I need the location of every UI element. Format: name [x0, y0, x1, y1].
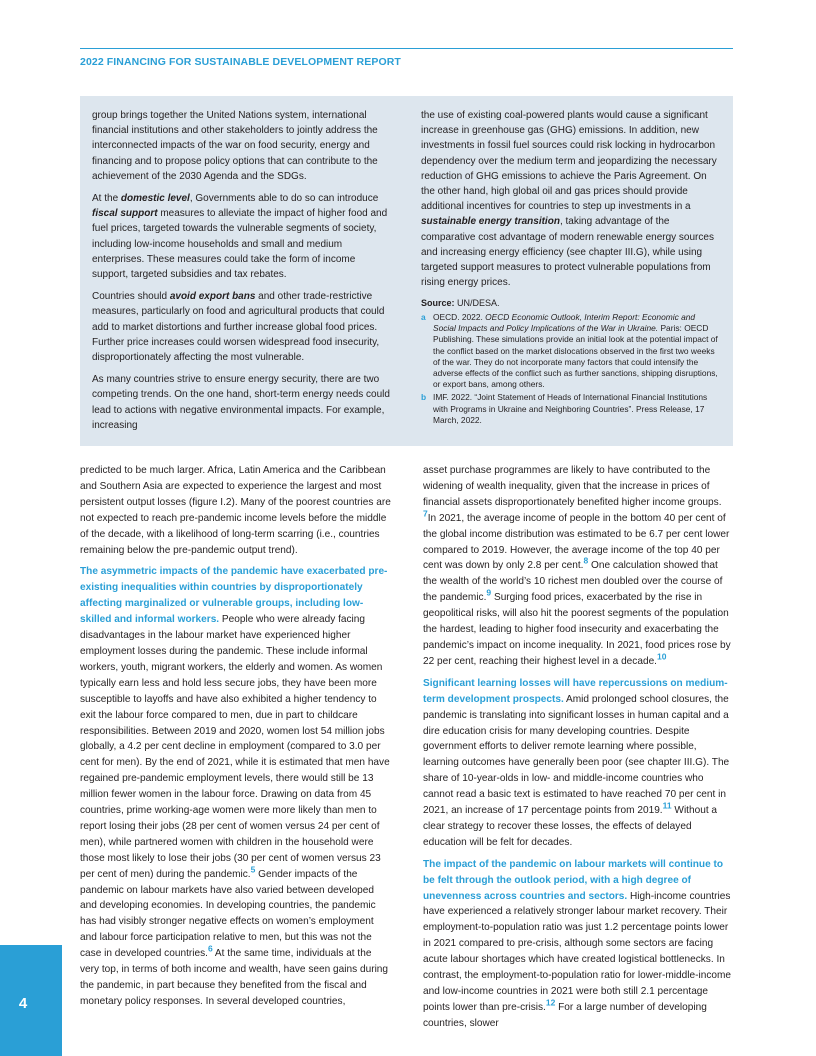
endnote-ref: 5	[250, 864, 256, 875]
endnote-ref: 11	[662, 800, 672, 811]
box-column-left	[92, 108, 390, 440]
endnote-ref: 8	[583, 556, 589, 567]
body-column-right	[423, 463, 733, 1038]
footnote-b: b IMF. 2022. “Joint Statement of Heads of International Financial Institutions with Programs in Ukraine and Neighboring Countries”. Press Release, 17 March, 2022.	[421, 392, 708, 425]
body-paragraph: The asymmetric impacts of the pandemic have exacerbated pre-existing inequalities within countries by disproportionately affecting marginalized or vulnerable groups, including low-skilled and informal workers. People who were already facing disadvantages in the labour market have experienced higher employment losses during the pandemic. These include informal workers, youth, migrant workers, the elderly and women. As women typically earn less and hold less secure jobs, they have been more susceptible to layoffs and have also exhibited a higher tendency to exit the labour force compared to men, due in part to childcare responsibilities. Between 2019 and 2020, women lost 54 million jobs globally, a 4.2 per cent decline in employment (compared to 3.0 per cent for men). By the end of 2021, while it is estimated that men have regained pre-pandemic employment levels, there would still be 13 million fewer women in the labour force. Drawing on data from 45 countries, prime working-age women were more likely than men to report losing their jobs (28 per cent of women versus 24 per cent of men), while partnered women with children in the household were those most likely to lose their jobs (30 per cent of women versus 23 per cent of men) during the pandemic.$^5$ Gender impacts of the pandemic on labour markets have also varied between developed and developing economies. In developing countries, the pandemic has had visibly stronger negative effects on women’s employment and labour force participation relative to men, but this was not the case in developed countries.$^6$ At the same time, individuals at the very top, in terms of both income and wealth, have seen gains during the pandemic, in part because they benefited from the fiscal and monetary policy responses. In several developed countries,	[80, 566, 390, 1007]
box-column-right	[421, 108, 720, 426]
box-paragraph: As many countries strive to ensure energy security, there are two competing trends. On the one hand, short-term energy needs could lead to actions with negative environmental impacts. For example, increasing	[92, 374, 390, 431]
endnote-ref: 12	[545, 997, 556, 1008]
endnote-ref: 10	[657, 651, 667, 662]
box-paragraph: Countries should avoid export bans and other trade-restrictive measures, particularly on food and agricultural products that could add to market distortions and further increase global food prices. Further price increases could worsen widespread food insecurity, disproportionately affecting the most vulnerable.	[92, 291, 385, 364]
endnote-ref: 6	[207, 943, 213, 954]
header-rule	[80, 48, 733, 49]
body-paragraph: Significant learning losses will have repercussions on medium-term development prospects. Amid prolonged school closures, the pandemic is translating into significant losses in human capital and a dire education crisis for many developing countries. Despite government efforts to deliver remote learning where possible, learning outcomes have generally been poor (see chapter III.G). The share of 10-year-olds in low- and middle-income countries who cannot read a basic text is estimated to have reached 70 per cent in 2021, an increase of 17 percentage points from 2019.11 Without a clear strategy to recover these losses, the effects of delayed education will be felt for decades.	[423, 677, 730, 848]
paragraph-lead: Significant learning losses will have repercussions on medium-term development prospects.	[423, 677, 728, 705]
paragraph-lead: The asymmetric impacts of the pandemic have exacerbated pre-existing inequalities within countries by disproportionately affecting marginalized or vulnerable groups, including low-skilled and informal workers.	[80, 566, 388, 626]
body-paragraph: The impact of the pandemic on labour markets will continue to be felt through the outlook period, with a high degree of unevenness across countries and sectors. High-income countries have experienced a relatively stronger labour market recovery. Their employment-to-population ratio was just 1.2 percentage points lower in 2021 compared to pre-crisis, although some sectors are facing acute labour shortages which have created logistical bottlenecks. In contrast, the employment-to-population ratio for lower-middle-income and low-income countries in 2021 were both still 2.1 percentage points lower than pre-crisis.$^{12}$ For a large number of developing countries, slower	[423, 858, 731, 1029]
box-paragraph: the use of existing coal-powered plants would cause a significant increase in greenhouse gas (GHG) emissions. In addition, new investments in fossil fuel sources could risk locking in hydrocarbon dependency over the medium term and jeopardizing the necessary reduction of GHG emissions to achieve the Paris Agreement. On the other hand, high global oil and gas prices should provide additional incentives for countries to step up investments in a sustainable energy transition, taking advantage of the comparative cost advantage of modern renewable energy sources and increasing energy efficiency (see chapter III.G), while using targeted support measures to protect vulnerable populations from rising energy prices.	[421, 110, 717, 289]
body-paragraph: predicted to be much larger. Africa, Latin America and the Caribbean and Southern Asia are expected to experience the largest and most persistent output losses (figure I.2). Many of the poorest countries are not expected to reach pre-pandemic income levels before the middle of the decade, with a likelihood of long-term scarring (i.e., countries remaining below the pre-pandemic output trend).	[80, 465, 391, 556]
body-column-left	[80, 463, 392, 1016]
page-number: 4	[18, 995, 28, 1012]
paragraph-lead: The impact of the pandemic on labour markets will continue to be felt through the outlook period, with a high degree of unevenness across countries and sectors.	[423, 858, 724, 902]
endnote-ref: 7	[423, 508, 428, 519]
sidebar-box	[80, 96, 733, 446]
footnote-a: a OECD. 2022. OECD Economic Outlook, Interim Report: Economic and Social Impacts and Policy Implications of the War in Ukraine. Paris: OECD Publishing. These simulations provide an initial look at the potential impact of the conflict based on the market dislocations observed in the first two weeks of the war. They do not incorporate many factors that could intensify the adverse effects of the conflict such as further sanctions, shipping disruptions, or export bans, among others.	[421, 311, 718, 390]
endnote-ref: 9	[486, 587, 492, 598]
box-paragraph: At the domestic level, Governments able to do so can introduce fiscal support measures to alleviate the impact of higher food and fuel prices, targeted towards the vulnerable segments of society, including low-income households and small and medium enterprises. These measures could take the form of income support, targeted subsidies and tax rebates.	[92, 193, 388, 281]
box-source: Source: UN/DESA.	[421, 298, 500, 309]
page-number-tab	[0, 945, 62, 1056]
body-paragraph: asset purchase programmes are likely to have contributed to the widening of wealth inequality, given that the increase in prices of financial assets disproportionately benefited higher income groups. $^7$In 2021, the average income of people in the bottom 40 per cent of the global income distribution was estimated to be 6.7 per cent lower compared to 2019. However, the average income of the top 40 per cent was down by only 2.8 per cent.$^8$ One calculation showed that the wealth of the world’s 10 richest men doubled over the course of the pandemic.$^9$ Surging food prices, exacerbated by the rise in geopolitical risks, will also hit the poorest segments of the population the hardest, leading to higher food insecurity and exacerbating the pandemic’s impact on income inequality. In 2021, food prices rose by 22 per cent, reaching their highest level in a decade.$^{10}$	[423, 465, 731, 667]
box-paragraph: group brings together the United Nations system, international financial institutions and other stakeholders to jointly address the interconnected impacts of the war on food security, energy and financing and to propose policy options that can contribute to the achievement of the 2030 Agenda and the SDGs.	[92, 110, 378, 182]
running-title: 2022 FINANCING FOR SUSTAINABLE DEVELOPMENT REPORT	[80, 56, 401, 68]
